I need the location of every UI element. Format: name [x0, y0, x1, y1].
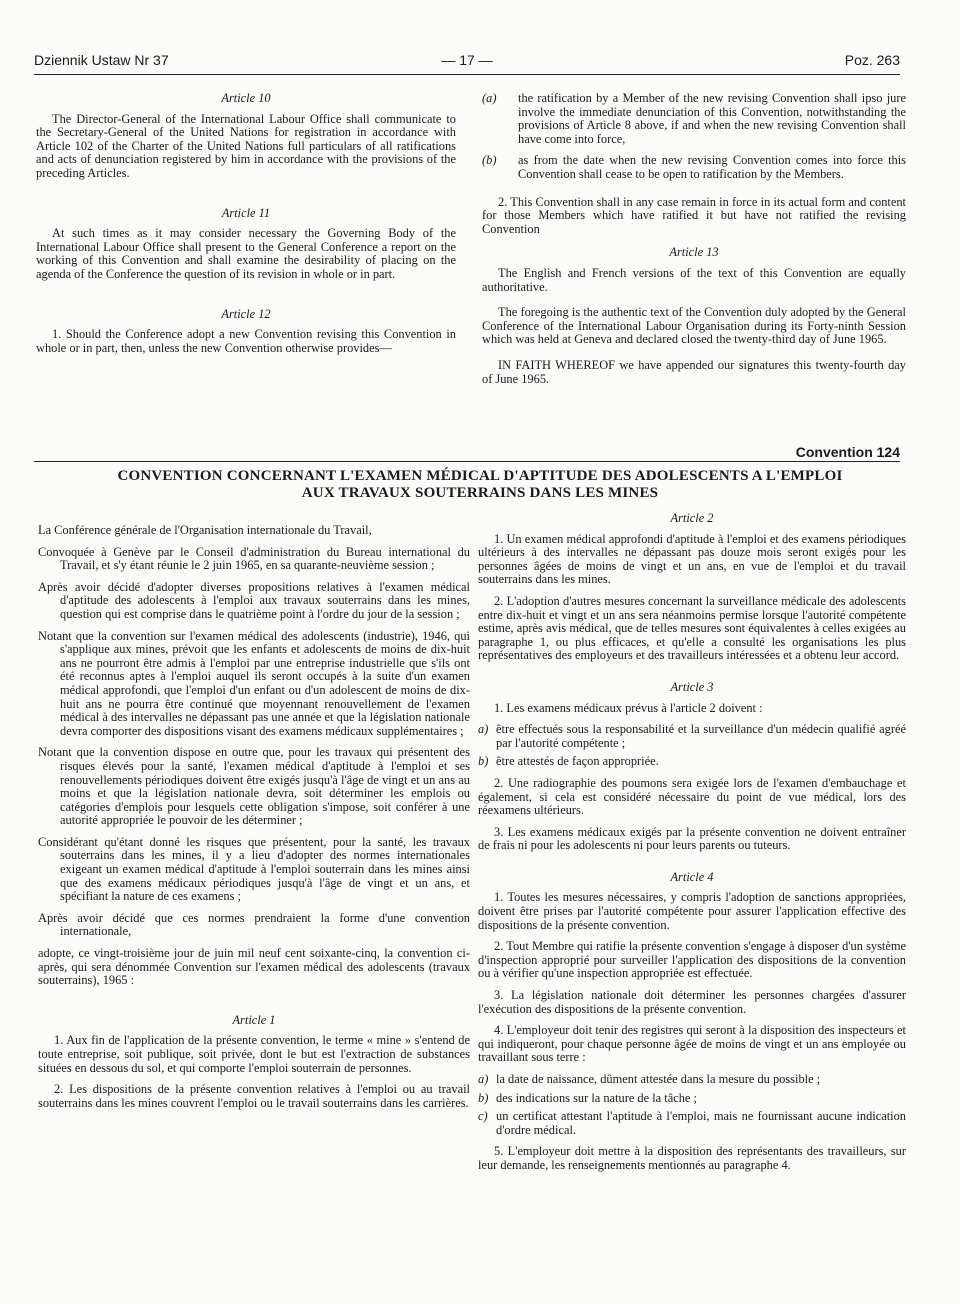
article-4-p4: 4. L'employeur doit tenir des registres qui seront à la disposition des inspecteurs et qui indiqueront, pour chaque personne âgée de moins de vingt et un ans employée ou travaillant sous terre :: [478, 1023, 906, 1065]
article-4-p5: 5. L'employeur doit mettre à la disposition des représentants des travailleurs, sur leur demande, les renseignements mentionnés au paragraphe 4.: [478, 1144, 906, 1172]
preamble-item: Après avoir décidé que ces normes prendraient la forme d'une convention internationale,: [38, 910, 470, 939]
bottom-right-column: [478, 512, 906, 1181]
item-text: être effectués sous la responsabilité et la surveillance d'un médecin qualifié agréé par l'autorité compétente ;: [496, 722, 906, 750]
list-item: [478, 1110, 906, 1137]
convention-title: [60, 468, 900, 502]
item-text: the ratification by a Member of the new revising Convention shall ipso jure involve the immediate denunciation of this Convention, notwithstanding the provisions of Article 8 above, if and when the new revising Convention shall have come into force,: [518, 91, 906, 146]
article-3-p3: 3. Les examens médicaux exigés par la présente convention ne doivent entraîner de frais ni pour les adolescents ni pour leurs parents ou tuteurs.: [478, 824, 906, 853]
paragraph-2: 2. This Convention shall in any case remain in force in its actual form and content for those Members which have ratified it but have not ratified the revising Convention: [482, 194, 906, 236]
item-text: être attestés de façon appropriée.: [496, 754, 659, 769]
article-4-p2: 2. Tout Membre qui ratifie la présente convention s'engage à disposer d'un système d'inspection approprié pour surveiller l'application des dispositions de la convention ou à vérifier qu'une inspection appropriée est effectuée.: [478, 939, 906, 981]
article-2-p1: 1. Un examen médical approfondi d'aptitude à l'emploi et des examens périodiques ultérieurs à des intervalles ne dépassant pas douze mois seront exigés pour les personnes âgées de moins de vingt et un ans, en vue de l'emploi et du travail souterrains dans les mines.: [478, 531, 906, 587]
item-label: b): [478, 754, 489, 769]
item-label: c): [478, 1109, 488, 1124]
item-label: (a): [482, 91, 497, 105]
article-12-text: 1. Should the Conference adopt a new Convention revising this Convention in whole or in part, then, unless the new Convention otherwise provides—: [36, 327, 456, 355]
bottom-left-column: [38, 524, 470, 1118]
item-label: a): [478, 722, 489, 737]
item-label: (b): [482, 153, 497, 168]
top-left-column: [36, 92, 456, 363]
position-number: Poz. 263: [844, 52, 900, 68]
title-line: CONVENTION CONCERNANT L'EXAMEN MÉDICAL D'APTITUDE DES ADOLESCENTS A L'EMPLOI: [117, 468, 843, 484]
item-text: la date de naissance, dûment attestée dans la mesure du possible ;: [496, 1072, 821, 1086]
list-item: [478, 723, 906, 750]
article-12-title: Article 12: [221, 306, 271, 321]
list-item: [478, 755, 906, 769]
journal-title: Dziennik Ustaw Nr 37: [34, 52, 169, 68]
article-1-p1: 1. Aux fin de l'application de la présente convention, le terme « mine » s'entend de toute entreprise, soit publique, soit privée, dont le but est l'extraction de substances situées en dessous du sol, et qui comporte l'emploi souterrain de personnes.: [38, 1033, 470, 1075]
article-13-title: Article 13: [669, 245, 719, 260]
article-11-text: At such times as it may consider necessary the Governing Body of the International Labour Office shall present to the General Conference a report on the working of this Convention and shall examine the desirability of placing on the agenda of the Conference the question of its revision in whole or in part.: [36, 226, 456, 281]
article-3-title: Article 3: [670, 679, 714, 694]
preamble-item: Notant que la convention dispose en outre que, pour les travaux qui présentent des risques élevés pour la santé, l'examen médical d'aptitude à l'emploi et ses renouvellements périodiques doivent être exigés jusqu'à l'âge de vingt et un ans au moins et que la législation nationale devra, soit déterminer les emplois ou catégories d'emplois pour lesquels cette obligation s'impose, soit conférer à une autorité appropriée le pouvoir de les déterminer ;: [38, 745, 470, 828]
article-1-title: Article 1: [232, 1012, 276, 1027]
item-label: b): [478, 1090, 489, 1105]
preamble-item: Considérant qu'étant donné les risques que présentent, pour la santé, les travaux souterrains dans les mines, il y a lieu d'adopter des normes internationales exigeant un examen médical d'aptitude à l'emploi souterrain dans les mines ainsi que des examens médicaux périodiques jusqu'à l'âge de vingt et un ans, et spécifiant la nature de ces examens ;: [38, 834, 470, 904]
faith-whereof: IN FAITH WHEREOF we have appended our signatures this twenty-fourth day of June 1965.: [482, 357, 906, 386]
title-line: AUX TRAVAUX SOUTERRAINS DANS LES MINES: [301, 485, 659, 501]
preamble-item: Convoquée à Genève par le Conseil d'administration du Bureau international du Travail, et s'y étant réunie le 2 juin 1965, en sa quarante-neuvième session ;: [38, 544, 470, 573]
article-4-p1: 1. Toutes les mesures nécessaires, y compris l'adoption de sanctions appropriées, doivent être prises par l'autorité compétente pour assurer l'application effective des dispositions de la présente convention.: [478, 890, 906, 932]
article-4-p3: 3. La législation nationale doit déterminer les personnes chargées d'assurer l'exécution des dispositions de la présente convention.: [478, 988, 906, 1016]
preamble-item: Après avoir décidé d'adopter diverses propositions relatives à l'examen médical d'aptitude des adolescents à l'emploi aux travaux souterrains dans les mines, question qui est comprise dans le quatrième point à l'ordre du jour de la session ;: [38, 579, 470, 621]
article-4-title: Article 4: [670, 869, 714, 884]
article-13-text: The English and French versions of the text of this Convention are equally authoritative.: [482, 265, 906, 294]
article-3-p1: 1. Les examens médicaux prévus à l'article 2 doivent :: [494, 700, 763, 715]
adoption-clause: adopte, ce vingt-troisième jour de juin mil neuf cent soixante-cinq, la convention ci-après, qui sera dénommée Convention sur l'examen médical des adolescents (travaux souterrains), 1965 :: [38, 946, 470, 988]
preamble-item: La Conférence générale de l'Organisation internationale du Travail,: [38, 523, 372, 537]
top-right-column: [482, 92, 906, 394]
convention-number: Convention 124: [795, 444, 900, 460]
preamble-item: Notant que la convention sur l'examen médical des adolescents (industrie), 1946, qui s'applique aux mines, prévoit que les enfants et adolescents de moins de dix-huit ans ne pourront être admis à l'emploi par une entreprise industrielle que s'ils ont été reconnus aptes à l'emploi auquel ils seront occupés à la suite d'un examen médical approfondi, que l'emploi d'un enfant ou d'un adolescent de moins de dix-huit ans ne pourra être continué que moyennant renouvellement de l'examen médical à des intervalles ne dépassant pas une année et que la législation nationale devra comporter des dispositions visant des examens médicaux supplémentaires ;: [38, 628, 470, 738]
article-1-p2: 2. Les dispositions de la présente convention relatives à l'emploi ou au travail souterrains dans les mines couvrent l'emploi ou le travail souterrains dans les carrières.: [38, 1082, 470, 1110]
item-text: un certificat attestant l'aptitude à l'emploi, mais ne fournissant aucune indication d'ordre médical.: [496, 1109, 906, 1137]
page-header: [34, 52, 900, 75]
divider: [34, 461, 900, 462]
list-item: [482, 154, 906, 181]
item-label: a): [478, 1072, 489, 1086]
authentic-text: The foregoing is the authentic text of the Convention duly adopted by the General Conference of the International Labour Organisation during its Forty-ninth Session which was held at Geneva and declared closed the twenty-third day of June 1965.: [482, 305, 906, 347]
article-11-title: Article 11: [221, 205, 271, 220]
item-text: des indications sur la nature de la tâche ;: [496, 1090, 697, 1105]
article-2-title: Article 2: [670, 511, 714, 525]
article-10-text: The Director-General of the International Labour Office shall communicate to the Secretary-General of the United Nations for registration in accordance with Article 102 of the Charter of the United Nations full particulars of all ratifications and acts of denunciation registered by him in accordance with the provisions of the preceding Articles.: [36, 111, 456, 180]
list-item: [478, 1092, 906, 1106]
item-text: as from the date when the new revising Convention comes into force this Convention shall cease to be open to ratification by the Members.: [518, 153, 906, 181]
list-item: [478, 1073, 906, 1087]
article-2-p2: 2. L'adoption d'autres mesures concernant la surveillance médicale des adolescents entre dix-huit et vingt et un ans sera néanmoins permise lorsque l'autorité compétente estime, après avis médical, que de telles mesures sont équivalentes à celles exigées au paragraphe 1, ou plus efficaces, et qu'elle a consulté les organisations les plus représentatives des employeurs et des travailleurs intéressées et a obtenu leur accord.: [478, 593, 906, 663]
page-number: — 17 —: [441, 52, 493, 68]
list-item: [482, 92, 906, 146]
article-3-p2: 2. Une radiographie des poumons sera exigée lors de l'examen d'embauchage et également, si cela est considéré nécessaire du point de vue médical, lors des réexamens ultérieurs.: [478, 775, 906, 818]
article-10-title: Article 10: [221, 91, 271, 105]
